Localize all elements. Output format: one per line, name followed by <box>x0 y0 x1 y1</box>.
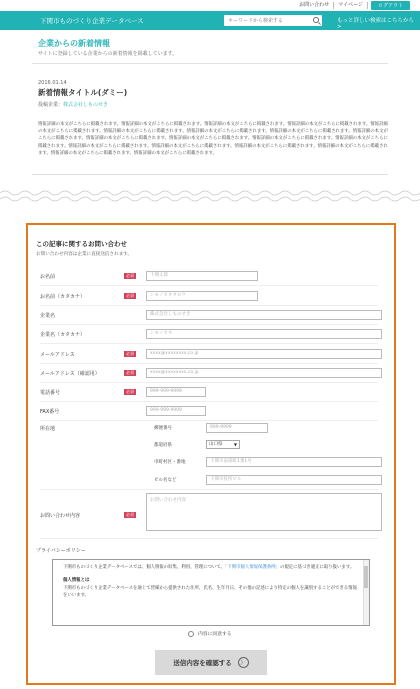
company-kana-input[interactable]: シモノセキ <box>146 329 382 339</box>
utility-links <box>295 1 410 10</box>
agree-option[interactable] <box>188 630 232 637</box>
kana-label: お名前（カタカナ） <box>40 294 86 300</box>
divider <box>40 285 378 286</box>
address-label: 所在地 <box>40 426 56 432</box>
search-input[interactable] <box>224 15 304 26</box>
required-badge: 必須 <box>126 293 134 298</box>
news-body: 情報詳細の本文がこちらに掲載されます。情報詳細の本文がこちらに掲載されます。情報詳細の本文がこちらに掲載されます。情報詳細の本文がこちらに掲載されます。情報詳細の本文がこちらに掲載されます。情報詳細の本文がこちらに掲載されます。情報詳細の本文がこちらに掲載されます。情報詳細の本文がこちらに掲載されます。情報詳細の本文がこちらに掲載されます。情報詳細の本文がこちらに掲載されます。情報詳細の本文がこちらに掲載されます。情報詳細の本文がこちらに掲載されます。情報詳細の本文がこちらに掲載されます。情報詳細の本文がこちらに掲載されます。情報詳細の本文がこちらに掲載されます。情報詳細の本文がこちらに掲載されます。情報詳細の本文がこちらに掲載されます。情報詳細の本文がこちらに掲載されます。情報詳細の本文がこちらに掲載されます。 <box>38 122 388 156</box>
site-header <box>0 11 420 30</box>
inquiry-form <box>26 223 396 685</box>
company-kana-label: 企業名（カタカナ） <box>40 332 86 338</box>
news-company <box>38 101 108 108</box>
privacy-scrollbar[interactable] <box>363 560 369 626</box>
divider <box>32 174 388 175</box>
pref-select[interactable] <box>206 440 240 449</box>
divider <box>40 324 378 325</box>
chevron-down-icon: ▼ <box>233 442 237 447</box>
privacy-text-2: 下関市ものづくり企業データベースを通じて皆様から提供された住所、氏名、生年月日、その他の記述により特定の個人を識別することができる情報をいいます。 <box>63 586 357 598</box>
divider <box>40 538 378 539</box>
divider <box>40 489 378 490</box>
required-badge: 必須 <box>126 273 134 278</box>
privacy-policy-box[interactable] <box>52 559 370 626</box>
utility-bar <box>0 0 420 11</box>
company-input[interactable]: 株式会社しものせき <box>146 310 382 320</box>
company-prefix: 投稿企業： <box>38 102 64 108</box>
logout-button[interactable]: ログアウト <box>371 1 410 10</box>
agree-radio[interactable] <box>188 631 194 637</box>
privacy-heading: プライバシーポリシー <box>36 548 86 554</box>
city-label: 市町村区・番地 <box>154 460 186 465</box>
privacy-text: 下関市ものづくり企業データベースでは、個人情報の収集、利用、管理について、 <box>63 565 226 570</box>
form-title: この記事に関するお問い合わせ <box>36 240 127 248</box>
required-badge: 必須 <box>126 512 134 517</box>
building-label: ビル名など <box>154 478 177 483</box>
company-link[interactable]: 株式会社しものせき <box>63 102 109 108</box>
city-input[interactable]: 下関市南部町1番1号 <box>206 457 382 467</box>
privacy-text-cont: の規定に基づき適正に取り扱います。 <box>279 565 355 570</box>
required-badge: 必須 <box>126 389 134 394</box>
email-label: メールアドレス <box>40 352 75 358</box>
pref-value: 山口県 <box>209 442 223 447</box>
confirm-submit-button[interactable] <box>155 650 267 675</box>
tel-label: 電話番号 <box>40 390 61 396</box>
divider <box>40 305 378 306</box>
tel-input[interactable]: 999-999-9999 <box>146 387 206 397</box>
privacy-subheading: 個人情報とは <box>63 577 90 583</box>
required-badge: 必須 <box>126 370 134 375</box>
fax-label: FAX番号 <box>40 409 60 415</box>
section-title: 企業からの新着情報 <box>38 39 110 48</box>
agree-label: 内容に同意する <box>198 632 232 637</box>
search-icon[interactable] <box>313 17 319 23</box>
postal-label: 郵便番号 <box>154 426 172 431</box>
section-subtitle: サイトに登録している企業からの新着情報を掲載しています。 <box>38 51 178 57</box>
site-title[interactable]: 下関市ものづくり企業データベース <box>40 17 144 25</box>
submit-label: 送信内容を確認する <box>173 659 232 667</box>
email-confirm-input[interactable]: xxxx@xxxxxxxx.co.jp <box>146 368 382 378</box>
wave-divider <box>0 189 420 203</box>
required-badge: 必須 <box>126 351 134 356</box>
scrollbar-thumb[interactable] <box>364 566 368 588</box>
divider <box>40 382 378 383</box>
divider <box>40 363 378 364</box>
name-label: お名前 <box>40 274 56 280</box>
inquiry-label: お問い合わせ内容 <box>40 513 81 519</box>
divider <box>40 343 378 344</box>
form-subtitle: お問い合わせ内容は企業に直接送信されます。 <box>36 252 133 257</box>
fax-input[interactable]: 999-999-9999 <box>146 406 206 416</box>
kana-input[interactable]: シモノセキタロウ <box>146 291 258 301</box>
arrow-right-icon: 〉 <box>238 657 249 668</box>
divider <box>32 63 388 64</box>
advanced-search-link[interactable]: もっと詳しい検索はこちらから > <box>337 18 415 30</box>
mypage-link[interactable]: マイページ <box>334 2 368 9</box>
contact-link[interactable]: お問い合わせ <box>295 2 334 9</box>
building-input[interactable]: 下関市役所ビル <box>206 475 382 485</box>
inquiry-textarea[interactable]: お問い合わせ内容 <box>146 493 382 531</box>
divider <box>40 401 378 402</box>
news-date: 2016.01.14 <box>38 80 67 86</box>
privacy-ordinance-link[interactable]: 「下関市個人情報保護条例」 <box>225 565 280 570</box>
search-box <box>224 15 322 26</box>
news-title: 新着情報タイトル(ダミー) <box>38 88 128 97</box>
divider <box>40 420 378 421</box>
company-label: 企業名 <box>40 313 56 319</box>
email-input[interactable]: xxxx@xxxxxxxx.co.jp <box>146 349 382 359</box>
email-confirm-label: メールアドレス（確認用） <box>40 371 100 377</box>
name-input[interactable]: 下関太郎 <box>146 271 258 281</box>
pref-label: 都道府県 <box>154 443 172 448</box>
postal-input[interactable]: 999-9999 <box>206 423 268 433</box>
